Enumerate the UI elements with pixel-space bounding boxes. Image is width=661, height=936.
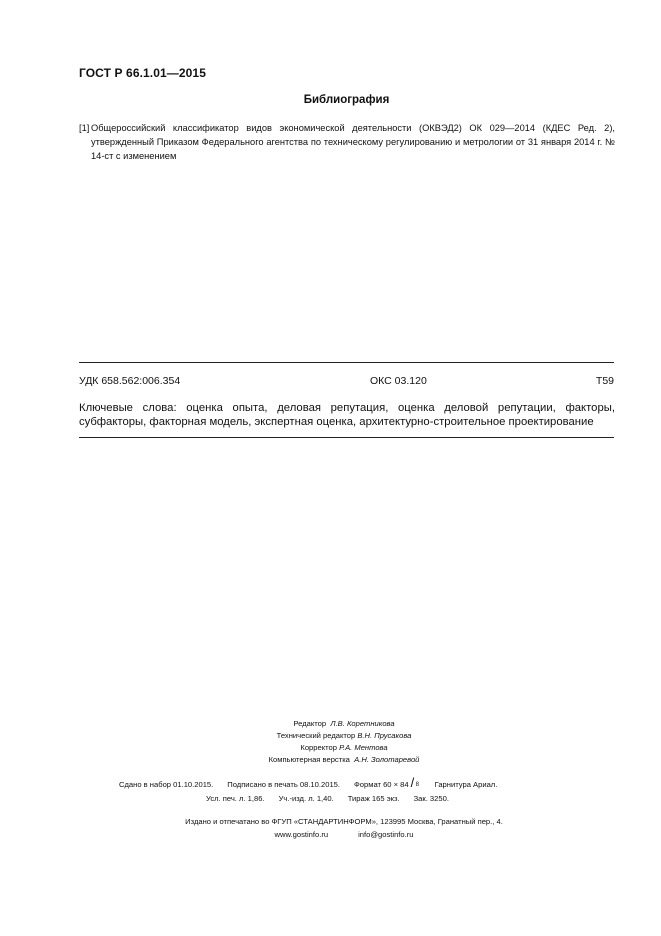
bibliography-item [79, 121, 615, 163]
keywords-paragraph: Ключевые слова: оценка опыта, деловая репутация, оценка деловой репутации, факторы, субфакторы, факторная модель, экспертная оценка, архитектурно-строительное проектирование [79, 402, 615, 428]
tech-editor-line: Технический редактор В.Н. Прусакова [276, 731, 412, 740]
format-fraction: / 8 [410, 775, 419, 790]
paper-format: Формат 60 × 84 [354, 780, 409, 789]
udc-code: УДК 658.562:006.354 [79, 375, 181, 387]
layout-line: Компьютерная верстка А.Н. Золотаревой [268, 755, 420, 764]
print-info-line-1 [119, 775, 498, 790]
publisher-sheets: Уч.-изд. л. 1,40. [278, 794, 334, 803]
order-number: Зак. 3250. [413, 794, 449, 803]
bibliography-item-number: [1] [79, 123, 90, 133]
print-run: Тираж 165 экз. [347, 794, 400, 803]
publisher-contacts [27, 828, 661, 841]
bottom-divider [79, 437, 614, 438]
editor-line: Редактор Л.В. Коретникова [293, 719, 395, 728]
publisher-website-link[interactable]: www.gostinfo.ru [274, 830, 329, 839]
top-divider [79, 362, 614, 363]
typeface-info: Гарнитура Ариал. [434, 780, 498, 789]
sent-to-print: Сдано в набор 01.10.2015. [119, 780, 214, 789]
print-sheets: Усл. печ. л. 1,86. [206, 794, 265, 803]
print-info-line-2 [206, 794, 449, 803]
publisher-email-link[interactable]: info@gostinfo.ru [358, 830, 414, 839]
classification-row [79, 375, 614, 387]
document-code: ГОСТ Р 66.1.01—2015 [79, 66, 206, 80]
signed-to-print: Подписано в печать 08.10.2015. [227, 780, 340, 789]
bibliography-heading: Библиография [303, 94, 390, 106]
staff-credits [0, 718, 661, 766]
oks-code: ОКС 03.120 [370, 375, 427, 387]
publisher-info [0, 815, 661, 841]
corrector-line: Корректор Р.А. Ментова [300, 743, 388, 752]
publisher-address: Издано и отпечатано во ФГУП «СТАНДАРТИНФОРМ», 123995 Москва, Гранатный пер., 4. [185, 817, 503, 826]
bibliography-item-text: Общероссийский классификатор видов экономической деятельности (ОКВЭД2) ОК 029—2014 (КДЕС Ред. 2), утвержденный Приказом Федерального агентства по техническому регулированию и метрологии от 31 января 2014 г. № 14-ст с изменением [91, 123, 615, 161]
category-code: Т59 [595, 375, 614, 387]
